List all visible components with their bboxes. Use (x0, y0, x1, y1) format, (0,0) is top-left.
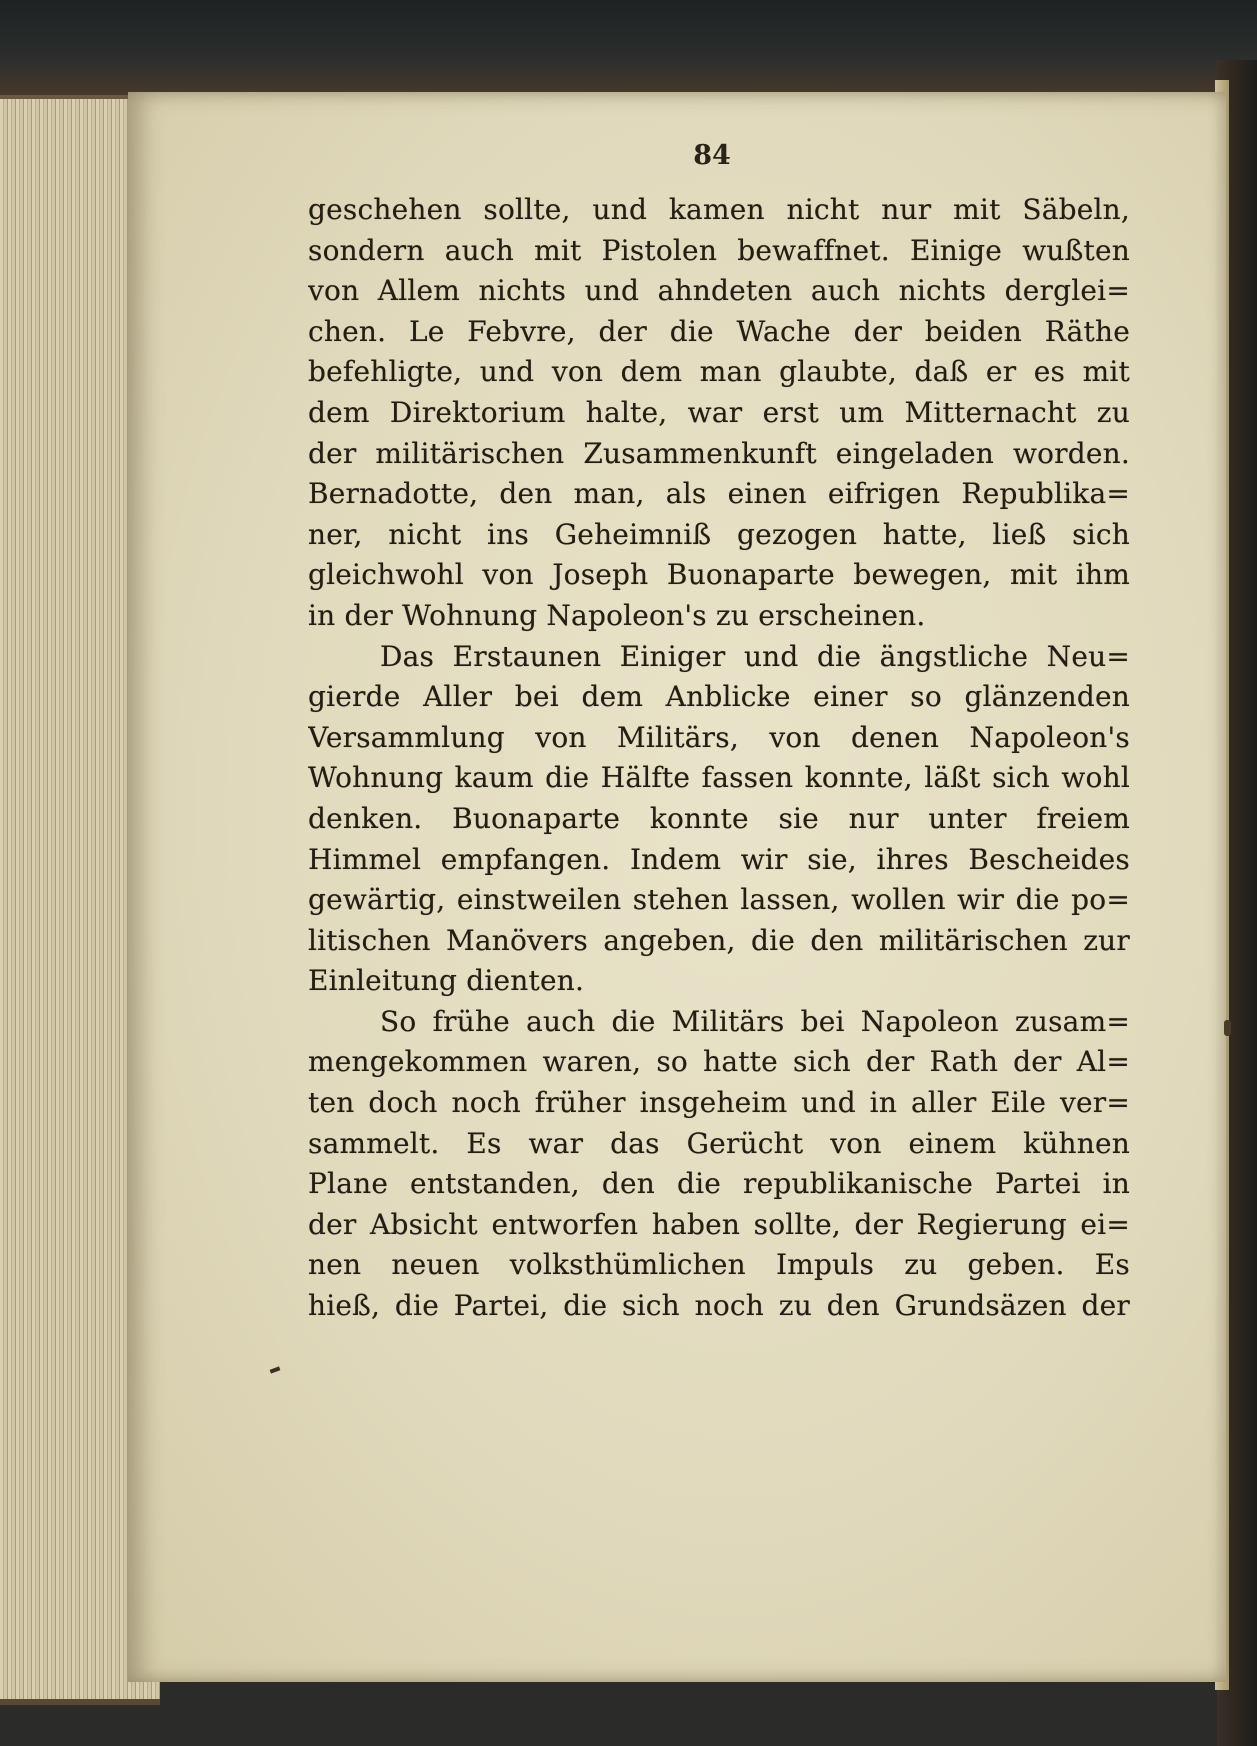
text-line: litischen Manövers angeben, die den militärischen zur (308, 923, 1130, 957)
ink-speck (1224, 1020, 1231, 1036)
text-line: Einleitung dienten. (308, 964, 585, 998)
paragraph-start-line: Das Erstaunen Einiger und die ängstliche Neu= (380, 639, 1130, 673)
text-line: hieß, die Partei, die sich noch zu den Grundsäzen der (308, 1289, 1130, 1323)
text-line: in der Wohnung Napoleon's zu erscheinen. (308, 598, 926, 632)
book-cover-top (0, 0, 1257, 100)
text-line: gleichwohl von Joseph Buonaparte bewegen, mit ihm (308, 558, 1130, 592)
text-line: Versammlung von Militärs, von denen Napoleon's (308, 720, 1130, 754)
text-line: ner, nicht ins Geheimniß gezogen hatte, ließ sich (308, 517, 1130, 551)
text-line: sondern auch mit Pistolen bewaffnet. Einige wußten (308, 233, 1130, 267)
text-line: ten doch noch früher insgeheim und in aller Eile ver= (308, 1086, 1130, 1120)
text-line: der militärischen Zusammenkunft eingeladen worden. (308, 436, 1130, 470)
text-line: dem Direktorium halte, war erst um Mitternacht zu (308, 395, 1130, 429)
paragraph-start-line: So frühe auch die Militärs bei Napoleon zusam= (380, 1004, 1130, 1038)
text-line: nen neuen volksthümlichen Impuls zu geben. Es (308, 1248, 1130, 1282)
text-line: Himmel empfangen. Indem wir sie, ihres Bescheides (308, 842, 1130, 876)
text-line: sammelt. Es war das Gerücht von einem kühnen (308, 1126, 1130, 1160)
text-line: mengekommen waren, so hatte sich der Rath der Al= (308, 1045, 1130, 1079)
text-line: chen. Le Febvre, der die Wache der beiden Räthe (308, 314, 1130, 348)
text-line: befehligte, und von dem man glaubte, daß er es mit (308, 355, 1130, 389)
text-line: der Absicht entworfen haben sollte, der Regierung ei= (308, 1207, 1130, 1241)
text-line: Plane entstanden, den die republikanische Partei in (308, 1167, 1130, 1201)
text-line: gewärtig, einstweilen stehen lassen, wollen wir die po= (308, 883, 1130, 917)
text-line: von Allem nichts und ahndeten auch nichts derglei= (308, 274, 1130, 308)
text-line: Wohnung kaum die Hälfte fassen konnte, läßt sich wohl (308, 761, 1130, 795)
page-body-text (308, 190, 1130, 1327)
text-line: Bernadotte, den man, als einen eifrigen Republika= (308, 477, 1130, 511)
text-line: gierde Aller bei dem Anblicke einer so glänzenden (308, 680, 1130, 714)
page-number: 84 (693, 140, 731, 171)
text-line: geschehen sollte, und kamen nicht nur mit Säbeln, (308, 193, 1130, 226)
text-line: denken. Buonaparte konnte sie nur unter freiem (308, 801, 1130, 835)
